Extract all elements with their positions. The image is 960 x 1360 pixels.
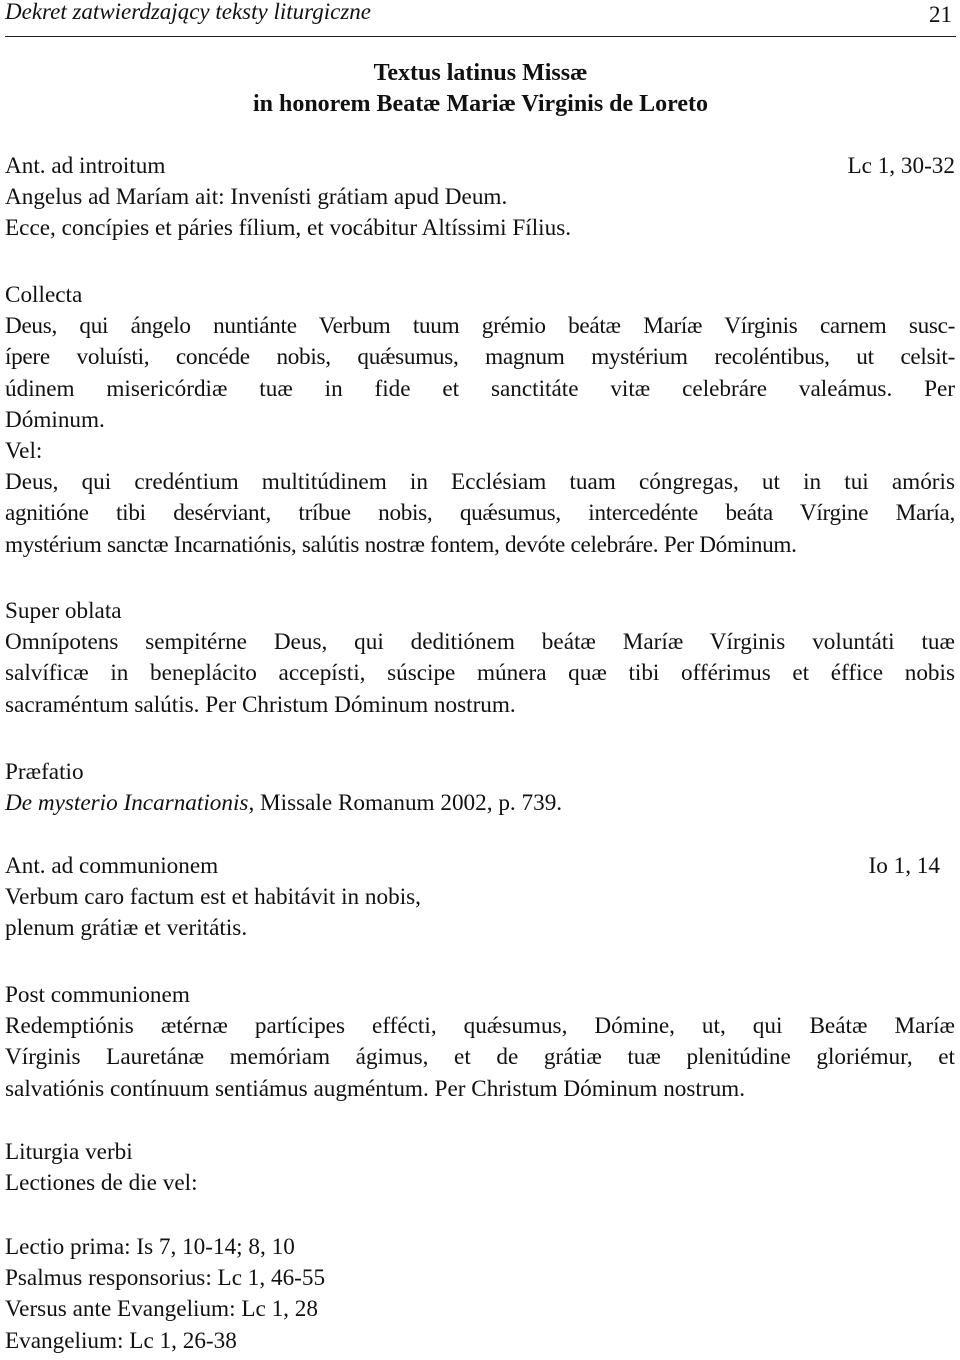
- introit-line: Angelus ad Maríam ait: Invenísti grátiam apud Deum.: [5, 184, 508, 211]
- praefatio-section: [5, 757, 955, 819]
- reading-item: Versus ante Evangelium: Lc 1, 28: [5, 1296, 318, 1323]
- title-line-1: Textus latinus Missæ: [373, 60, 588, 86]
- running-header: [5, 0, 956, 37]
- praefatio-heading: Præfatio: [5, 759, 84, 785]
- praefatio-citation: , Missale Romanum 2002, p. 739.: [248, 790, 563, 817]
- communion-line: Verbum caro factum est et habitávit in nobis,: [5, 884, 421, 911]
- page-number: 21: [929, 2, 952, 27]
- communion-reference: Io 1, 14: [868, 853, 940, 879]
- post-communionem-line: salvatiónis contínuum sentiámus augméntum. Per Christum Dóminum nostrum.: [5, 1075, 746, 1102]
- post-communionem-heading: Post communionem: [5, 982, 190, 1008]
- praefatio-source: [5, 788, 955, 819]
- collecta-line: Dóminum.: [5, 406, 105, 433]
- collecta-alt-line: agnitióne tibi desérviant, tríbue nobis, quǽsumus, intercedénte beáta Vírgine María,: [5, 500, 955, 527]
- post-communionem-line: Redemptiónis ætérnæ partícipes effécti, quǽsumus, Dómine, ut, qui Beátæ Maríæ: [5, 1013, 955, 1040]
- reading-item: Psalmus responsorius: Lc 1, 46-55: [5, 1265, 326, 1292]
- running-title: Dekret zatwierdzający teksty liturgiczne: [5, 0, 371, 24]
- introit-section: [5, 151, 955, 245]
- super-oblata-line: salvíficæ in beneplácito accepísti, súscipe múnera quæ tibi offérimus et éffice nobis: [5, 660, 955, 687]
- introit-heading: Ant. ad introitum: [5, 153, 166, 179]
- title-line-2: in honorem Beatæ Mariæ Virginis de Loreto: [252, 91, 709, 117]
- vel-label: Vel:: [5, 438, 43, 465]
- collecta-line: Deus, qui ángelo nuntiánte Verbum tuum grémio beátæ Maríæ Vírginis carnem susc-: [5, 313, 955, 340]
- post-communionem-section: [5, 980, 955, 1105]
- collecta-line: údinem misericórdiæ tuæ in fide et sanctitáte vitæ celebráre valeámus. Per: [5, 375, 955, 402]
- super-oblata-heading: Super oblata: [5, 598, 122, 624]
- document-title: [5, 58, 956, 120]
- collecta-alt-line: Deus, qui credéntium multitúdinem in Ecclésiam tuam cóngregas, ut in tui amóris: [5, 469, 955, 496]
- liturgia-verbi-heading: Liturgia verbi: [5, 1139, 133, 1165]
- communion-heading-row: [5, 851, 940, 882]
- communion-heading: Ant. ad communionem: [5, 853, 219, 879]
- liturgia-verbi-section: [5, 1137, 955, 1199]
- collecta-heading: Collecta: [5, 282, 83, 308]
- readings-list: [5, 1232, 955, 1357]
- collecta-line: ípere voluísti, concéde nobis, quǽsumus, magnum mystérium recoléntibus, ut celsit-: [5, 344, 955, 371]
- collecta-alt-line: mystérium sanctæ Incarnatiónis, salútis nostræ fontem, devóte celebráre. Per Dóminum.: [5, 531, 797, 558]
- communion-section: [5, 851, 940, 945]
- introit-reference: Lc 1, 30-32: [847, 153, 955, 179]
- collecta-section: [5, 280, 955, 561]
- super-oblata-section: [5, 596, 955, 721]
- post-communionem-line: Vírginis Lauretánæ memóriam ágimus, et de grátiæ tuæ plenitúdine gloriémur, et: [5, 1044, 955, 1071]
- communion-line: plenum grátiæ et veritátis.: [5, 915, 248, 942]
- introit-heading-row: [5, 151, 955, 182]
- liturgia-verbi-subheading: Lectiones de die vel:: [5, 1170, 198, 1197]
- praefatio-title: De mysterio Incarnationis: [5, 790, 249, 817]
- reading-item: Lectio prima: Is 7, 10-14; 8, 10: [5, 1234, 295, 1260]
- reading-item: Evangelium: Lc 1, 26-38: [5, 1327, 237, 1354]
- super-oblata-line: sacraméntum salútis. Per Christum Dóminum nostrum.: [5, 691, 516, 718]
- super-oblata-line: Omnípotens sempitérne Deus, qui deditiónem beátæ Maríæ Vírginis voluntáti tuæ: [5, 629, 955, 656]
- introit-line: Ecce, concípies et páries fílium, et vocábitur Altíssimi Fílius.: [5, 215, 572, 242]
